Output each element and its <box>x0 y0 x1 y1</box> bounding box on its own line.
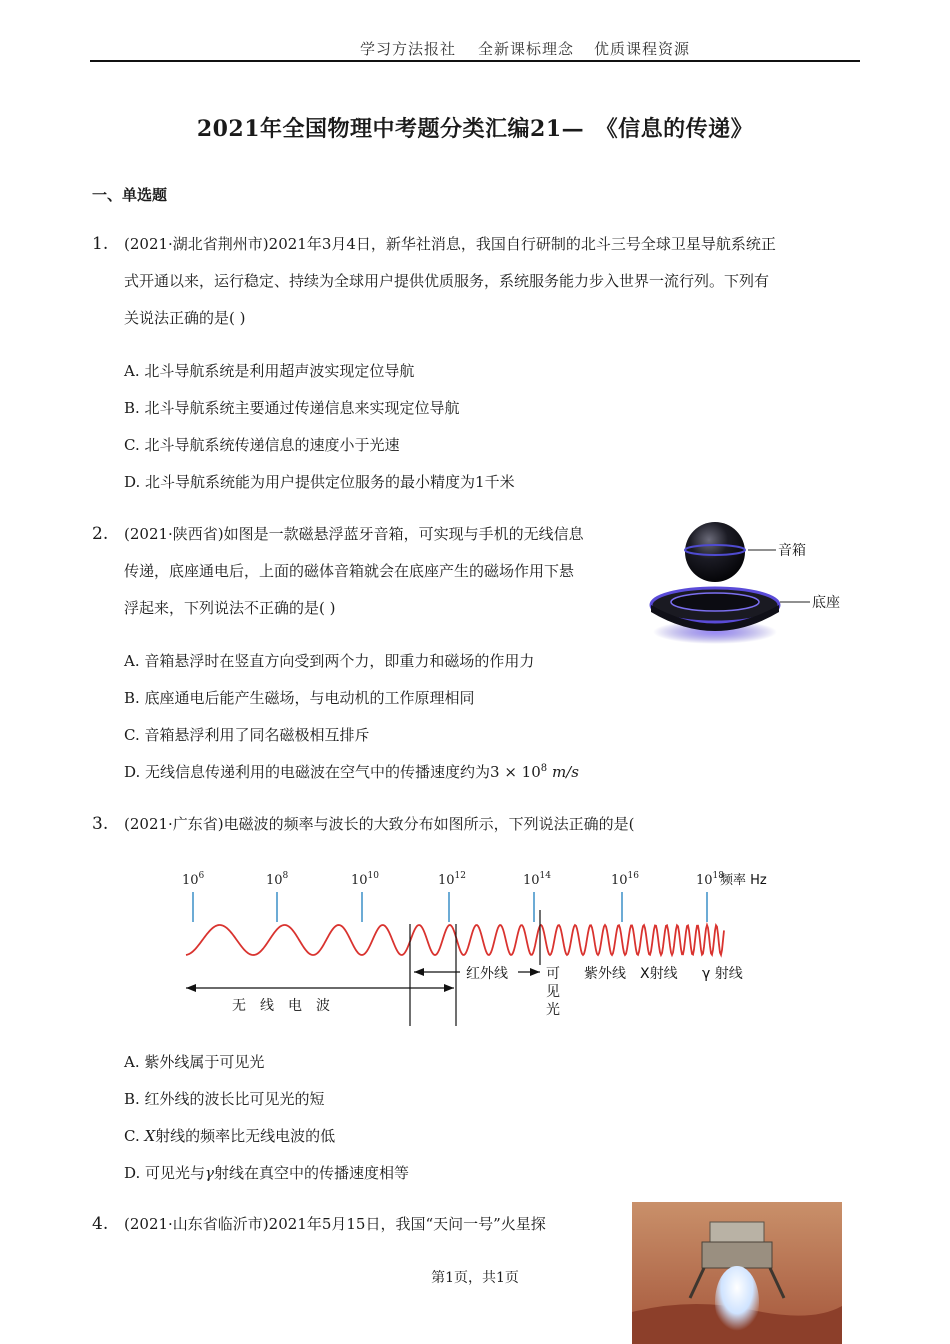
visible-label-1: 可 <box>546 966 560 982</box>
page-footer: 第1页，共1页 <box>431 1270 519 1286</box>
q1-number: 1. <box>92 234 109 254</box>
q3-number: 3. <box>92 814 109 834</box>
q2-line-2: 传递，底座通电后，上面的磁体音箱就会在底座产生的磁场作用下悬 <box>124 562 575 580</box>
q2-option-c[interactable]: C. 音箱悬浮利用了同名磁极相互排斥 <box>124 726 370 744</box>
speaker-label: 音箱 <box>778 543 806 559</box>
q1-option-a[interactable]: A. 北斗导航系统是利用超声波实现定位导航 <box>124 362 415 380</box>
q1-option-c[interactable]: C. 北斗导航系统传递信息的速度小于光速 <box>124 436 400 454</box>
q2-option-b[interactable]: B. 底座通电后能产生磁场，与电动机的工作原理相同 <box>124 689 475 707</box>
section-heading: 一、单选题 <box>92 186 168 204</box>
q1-line-3: 关说法正确的是( ) <box>124 309 246 327</box>
q2-option-d-unit: m/s <box>551 763 579 781</box>
freq-label-14: $10^{14}$ <box>523 871 551 888</box>
q4-line-1: (2021·山东省临沂市)2021年5月15日，我国“天问一号”火星探 <box>124 1215 546 1233</box>
q3-line-1: (2021·广东省)电磁波的频率与波长的大致分布如图所示，下列说法正确的是( <box>124 815 635 833</box>
q1-option-d[interactable]: D. 北斗导航系统能为用户提供定位服务的最小精度为1千米 <box>124 473 515 491</box>
radio-arrow-head-left <box>186 984 196 992</box>
freq-label-6: $10^6$ <box>182 871 205 888</box>
q4-number: 4. <box>92 1214 109 1234</box>
radio-arrow-head-right <box>444 984 454 992</box>
q2-option-d-exp: 8 <box>540 763 548 774</box>
radio-label: 无 线 电 波 <box>232 998 330 1014</box>
q3-option-b[interactable]: B. 红外线的波长比可见光的短 <box>124 1090 325 1108</box>
q2-option-d-text: D. 无线信息传递利用的电磁波在空气中的传播速度约为 <box>124 763 491 781</box>
q3-option-c[interactable] <box>124 1125 335 1146</box>
infrared-arrow-head-right <box>530 968 540 976</box>
freq-label-18: $10^{18}$ <box>696 871 724 888</box>
q2-option-d-coef: 3 × 10 <box>490 763 541 781</box>
freq-label-16: $10^{16}$ <box>611 871 639 888</box>
q3-option-c-prefix: C. <box>124 1127 145 1145</box>
q3-option-d-prefix: D. 可见光与 <box>124 1164 206 1182</box>
q1-option-b[interactable]: B. 北斗导航系统主要通过传递信息来实现定位导航 <box>124 399 460 417</box>
header-item-3: 优质课程资源 <box>594 40 691 58</box>
header-item-1: 学习方法报社 <box>360 40 457 58</box>
uv-label: 紫外线 <box>584 966 626 982</box>
q3-option-d-var: γ <box>205 1164 214 1182</box>
q2-line-1: (2021·陕西省)如图是一款磁悬浮蓝牙音箱，可实现与手机的无线信息 <box>124 525 584 543</box>
em-wave <box>186 925 724 955</box>
q2-option-a[interactable]: A. 音箱悬浮时在竖直方向受到两个力，即重力和磁场的作用力 <box>124 652 535 670</box>
freq-label-12: $10^{12}$ <box>438 871 466 888</box>
q3-option-a[interactable]: A. 紫外线属于可见光 <box>124 1053 265 1071</box>
q3-option-c-rest: 射线的频率比无线电波的低 <box>155 1127 336 1145</box>
q3-option-d-rest: 射线在真空中的传播速度相等 <box>214 1164 410 1182</box>
q2-number: 2. <box>92 524 109 544</box>
q2-line-3: 浮起来，下列说法不正确的是( ) <box>124 599 336 617</box>
freq-label-8: $10^8$ <box>266 871 289 888</box>
q1-line-2: 式开通以来，运行稳定、持续为全球用户提供优质服务，系统服务能力步入世界一流行列。下列有 <box>124 272 770 290</box>
q1-line-1: (2021·湖北省荆州市)2021年3月4日，新华社消息，我国自行研制的北斗三号全球卫星导航系统正 <box>124 235 776 253</box>
page-title: 2021年全国物理中考题分类汇编21— 《信息的传递》 <box>196 116 754 142</box>
visible-label-3: 光 <box>546 1002 560 1018</box>
rover-body <box>710 1222 764 1242</box>
q3-option-c-var: X <box>144 1127 156 1145</box>
q4-stem <box>124 1206 546 1243</box>
infrared-label: 红外线 <box>466 966 508 982</box>
xray-label: X射线 <box>640 966 678 982</box>
q3-option-d[interactable] <box>124 1162 409 1183</box>
freq-unit-label: 频率 Hz <box>720 873 767 888</box>
visible-label-2: 见 <box>546 984 560 1000</box>
gamma-label: γ 射线 <box>702 966 743 982</box>
lander-body <box>702 1242 772 1268</box>
freq-label-10: $10^{10}$ <box>351 871 379 888</box>
base-label: 底座 <box>812 595 840 611</box>
infrared-arrow-head-left <box>414 968 424 976</box>
header-item-2: 全新课标理念 <box>478 40 575 58</box>
